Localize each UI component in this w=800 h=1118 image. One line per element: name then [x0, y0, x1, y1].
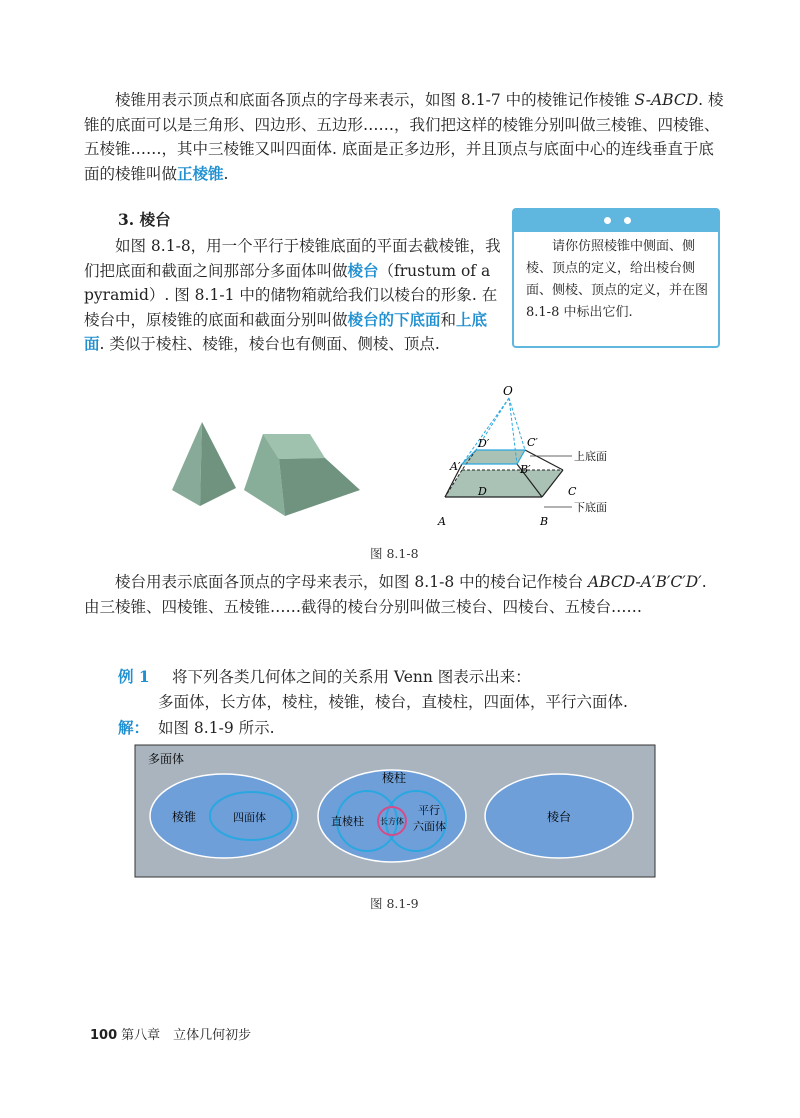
venn-label-prism: 棱柱: [382, 771, 407, 785]
solution-text: 如图 8.1-9 所示.: [158, 719, 275, 737]
frustum-solid-image: [244, 434, 360, 516]
chapter-title: 第八章 立体几何初步: [121, 1028, 252, 1043]
figure-caption-8-1-8: 图 8.1-8: [370, 546, 419, 561]
venn-label-cuboid: 长方体: [380, 817, 404, 826]
label-D-prime: D′: [478, 437, 490, 450]
paragraph-frustum-definition: 如图 8.1-8，用一个平行于棱锥底面的平面去截棱锥，我们把底面和截面之间那部分多面体叫做棱台（frustum of a pyramid）. 图 8.1-1 中的储物箱就给我们以棱台的形象. 在棱台中，原棱锥的底面和截面分别叫做棱台的下底面和上底面. 类似于棱柱、棱锥，棱台也有侧面、侧棱、顶点.: [84, 237, 501, 353]
page-footer: [90, 1024, 251, 1043]
note-text: 请你仿照棱锥中侧面、侧棱、顶点的定义，给出棱台侧面、侧棱、顶点的定义，并在图 8.1-8 中标出它们.: [526, 239, 709, 320]
solution-label: 解：: [118, 718, 150, 737]
paragraph-pyramid-notation: 棱锥用表示顶点和底面各顶点的字母来表示，如图 8.1-7 中的棱锥记作棱锥 S-ABCD. 棱锥的底面可以是三角形、四边形、五边形……，我们把这样的棱锥分别叫做三棱锥、四棱锥、五棱锥……，其中三棱锥又叫四面体. 底面是正多边形，并且顶点与底面中心的连线垂直于底面的棱锥叫做正棱锥.: [84, 91, 724, 183]
label-B-prime: B′: [520, 463, 531, 476]
term-frustum: 棱台: [347, 260, 379, 280]
label-A: A: [438, 515, 446, 528]
label-C-prime: C′: [527, 436, 538, 449]
thinking-note-box: [512, 208, 720, 348]
label-lower-base: 下底面: [574, 501, 607, 514]
label-A-prime: A′: [450, 460, 461, 473]
term-lower-base: 棱台的下底面: [347, 309, 441, 329]
figure-8-1-8: [160, 382, 620, 542]
example-text: 将下列各类几何体之间的关系用 Venn 图表示出来：: [172, 668, 531, 686]
venn-label-right-prism: 直棱柱: [331, 815, 364, 828]
label-C: C: [568, 485, 577, 498]
figure-caption-8-1-9: 图 8.1-9: [370, 896, 419, 911]
term-regular-pyramid: 正棱锥: [177, 163, 224, 183]
venn-diagram-8-1-9: [134, 744, 656, 878]
venn-label-parallelepiped-2: 六面体: [413, 820, 446, 833]
label-D: D: [478, 485, 487, 498]
note-header-bar: [514, 210, 718, 232]
venn-label-frustum: 棱台: [547, 810, 572, 824]
pyramid-solid-image: [172, 422, 236, 506]
venn-label-tetrahedron: 四面体: [233, 811, 266, 824]
frustum-diagram: [437, 384, 607, 528]
note-dot-icon: [604, 217, 611, 224]
label-O: O: [503, 384, 513, 398]
paragraph-frustum-notation: 棱台用表示底面各顶点的字母来表示，如图 8.1-8 中的棱台记作棱台 ABCD-A′B′C′D′. 由三棱锥、四棱锥、五棱锥……截得的棱台分别叫做三棱台、四棱台、五棱台……: [84, 573, 707, 616]
label-B: B: [540, 515, 549, 528]
venn-label-polyhedron: 多面体: [148, 752, 185, 766]
venn-label-pyramid: 棱锥: [172, 810, 197, 824]
example-label: 例 1: [118, 667, 150, 686]
term-upper-base: 上底面: [84, 309, 488, 353]
label-upper-base: 上底面: [574, 450, 607, 463]
section-heading: 3. 棱台: [118, 210, 171, 229]
note-dot-icon: [624, 217, 631, 224]
venn-label-parallelepiped-1: 平行: [418, 804, 440, 817]
page-number: 100: [90, 1028, 118, 1043]
example-list: 多面体，长方体，棱柱，棱锥，棱台，直棱柱，四面体，平行六面体.: [158, 693, 628, 711]
